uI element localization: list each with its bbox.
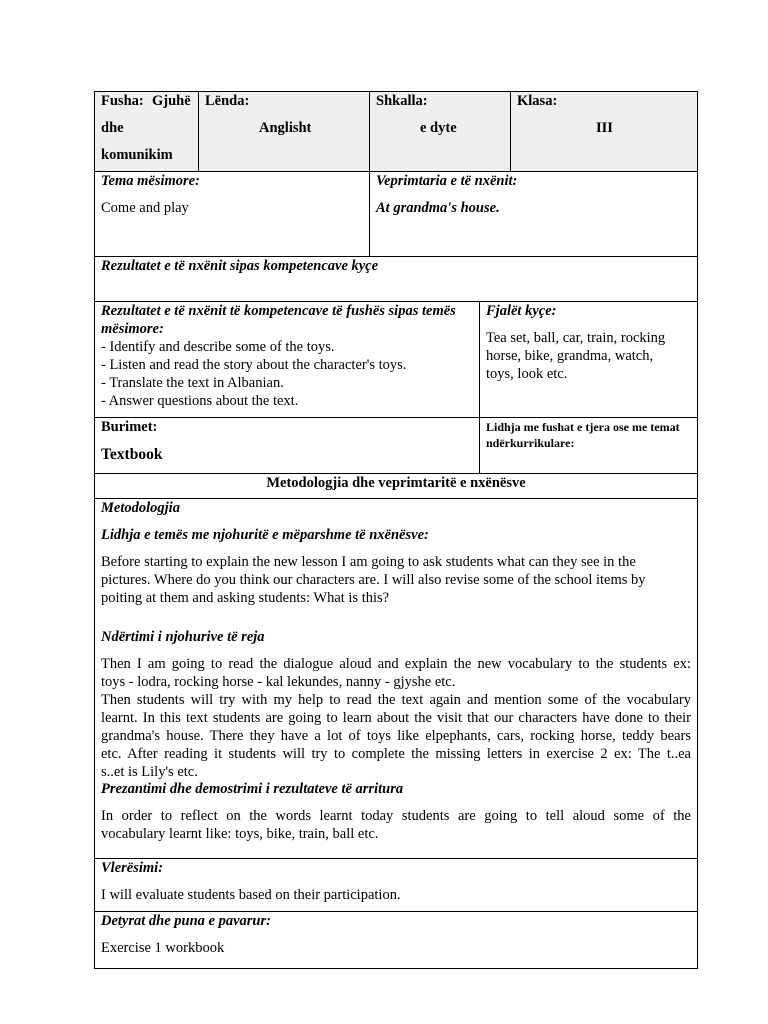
result-item: - Answer questions about the text.	[101, 393, 299, 409]
header-row	[95, 92, 697, 172]
links-label-1: Lidhja me fushat e tjera ose me temat	[486, 420, 680, 434]
new-line: Then I am going to read the dialogue aloud and explain the new vocabulary to the students ex:	[101, 656, 691, 672]
topic-row	[95, 172, 697, 257]
tema-label: Tema mësimore:	[101, 173, 200, 189]
klasa-cell	[511, 92, 697, 171]
sources-row	[95, 418, 697, 474]
new-line: grandma's house. There they have a lot of toys like elpephants, cars, rocking horse, teddy bears	[101, 728, 691, 744]
sources-cell	[95, 418, 480, 473]
klasa-label: Klasa:	[517, 93, 558, 109]
result-item: - Translate the text in Albanian.	[101, 375, 284, 391]
tema-value: Come and play	[101, 200, 189, 216]
fusha-cell	[95, 92, 199, 171]
new-line: s..et is Lily's etc.	[101, 764, 198, 780]
field-results-cell	[95, 302, 480, 417]
klasa-value: III	[596, 120, 613, 136]
result-item: - Listen and read the story about the character's toys.	[101, 357, 407, 373]
keywords-line: toys, look etc.	[486, 366, 568, 382]
key-competences-label: Rezultatet e të nxënit sipas kompetencave kyçe	[101, 258, 379, 274]
new-line: Then students will try with my help to read the text again and mention some of the vocabulary	[101, 692, 691, 708]
new-line: learnt. In this text students are going to learn about the visit that our characters have done to their	[101, 710, 691, 726]
key-competences-row	[95, 257, 697, 302]
lenda-value: Anglisht	[259, 120, 312, 136]
evaluation-value: I will evaluate students based on their participation.	[101, 887, 401, 903]
methodology-header-row	[95, 474, 697, 499]
veprimtaria-value: At grandma's house.	[376, 200, 500, 216]
lesson-plan-table	[94, 91, 698, 969]
new-knowledge-text	[101, 655, 691, 781]
new-line: etc. After reading it students will try to complete the missing letters in exercise 2 ex: The t..ea	[101, 746, 691, 762]
veprimtaria-cell	[370, 172, 697, 256]
lenda-cell	[199, 92, 370, 171]
sources-label: Burimet:	[101, 419, 158, 435]
present-line: In order to reflect on the words learnt today students are going to tell aloud some of the	[101, 808, 691, 824]
prior-knowledge-text	[101, 553, 691, 607]
shkalla-value: e dyte	[420, 120, 457, 136]
tema-cell	[95, 172, 370, 256]
keywords-cell	[480, 302, 697, 417]
fusha-value-line2: dhe	[101, 120, 124, 136]
result-item: - Identify and describe some of the toys.	[101, 339, 335, 355]
keywords-line: horse, bike, grandma, watch,	[486, 348, 654, 364]
sources-value: Textbook	[101, 446, 163, 463]
new-line: toys - lodra, rocking horse - kal lekundes, nanny - gjyshe etc.	[101, 674, 456, 690]
evaluation-row	[95, 859, 697, 912]
prior-line: poiting at them and asking students: What is this?	[101, 590, 390, 606]
methodology-row	[95, 499, 697, 859]
presentation-text	[101, 807, 691, 843]
prior-knowledge-label: Lidhja e temës me njohuritë e mëparshme të nxënësve:	[101, 527, 429, 543]
shkalla-label: Shkalla:	[376, 93, 428, 109]
presentation-label: Prezantimi dhe demostrimi i rezultateve të arritura	[101, 781, 404, 797]
veprimtaria-label: Veprimtaria e të nxënit:	[376, 173, 518, 189]
links-cell	[480, 418, 697, 473]
lenda-label: Lënda:	[205, 93, 250, 109]
keywords-label: Fjalët kyçe:	[486, 303, 557, 319]
new-knowledge-label: Ndërtimi i njohurive të reja	[101, 629, 265, 645]
field-results-row	[95, 302, 697, 418]
methodology-header: Metodologjia dhe veprimtaritë e nxënësve	[266, 475, 526, 491]
homework-value: Exercise 1 workbook	[101, 940, 225, 956]
keywords-line: Tea set, ball, car, train, rocking	[486, 330, 666, 346]
fusha-label: Fusha:	[101, 93, 144, 109]
evaluation-label: Vlerësimi:	[101, 860, 164, 876]
prior-line: Before starting to explain the new lesson I am going to ask students what can they see in the	[101, 554, 636, 570]
field-results-label-1: Rezultatet e të nxënit të kompetencave të fushës sipas temës	[101, 303, 456, 319]
links-label-2: ndërkurrikulare:	[486, 436, 575, 450]
present-line: vocabulary learnt like: toys, bike, train, ball etc.	[101, 826, 379, 842]
prior-line: pictures. Where do you think our characters are. I will also revise some of the school items by	[101, 572, 646, 588]
field-results-label-2: mësimore:	[101, 321, 164, 337]
homework-label: Detyrat dhe puna e pavarur:	[101, 913, 271, 929]
shkalla-cell	[370, 92, 511, 171]
homework-row	[95, 912, 697, 968]
fusha-value-line1: Gjuhë	[152, 93, 191, 109]
methodology-title: Metodologjia	[101, 500, 180, 516]
fusha-value-line3: komunikim	[101, 147, 173, 163]
